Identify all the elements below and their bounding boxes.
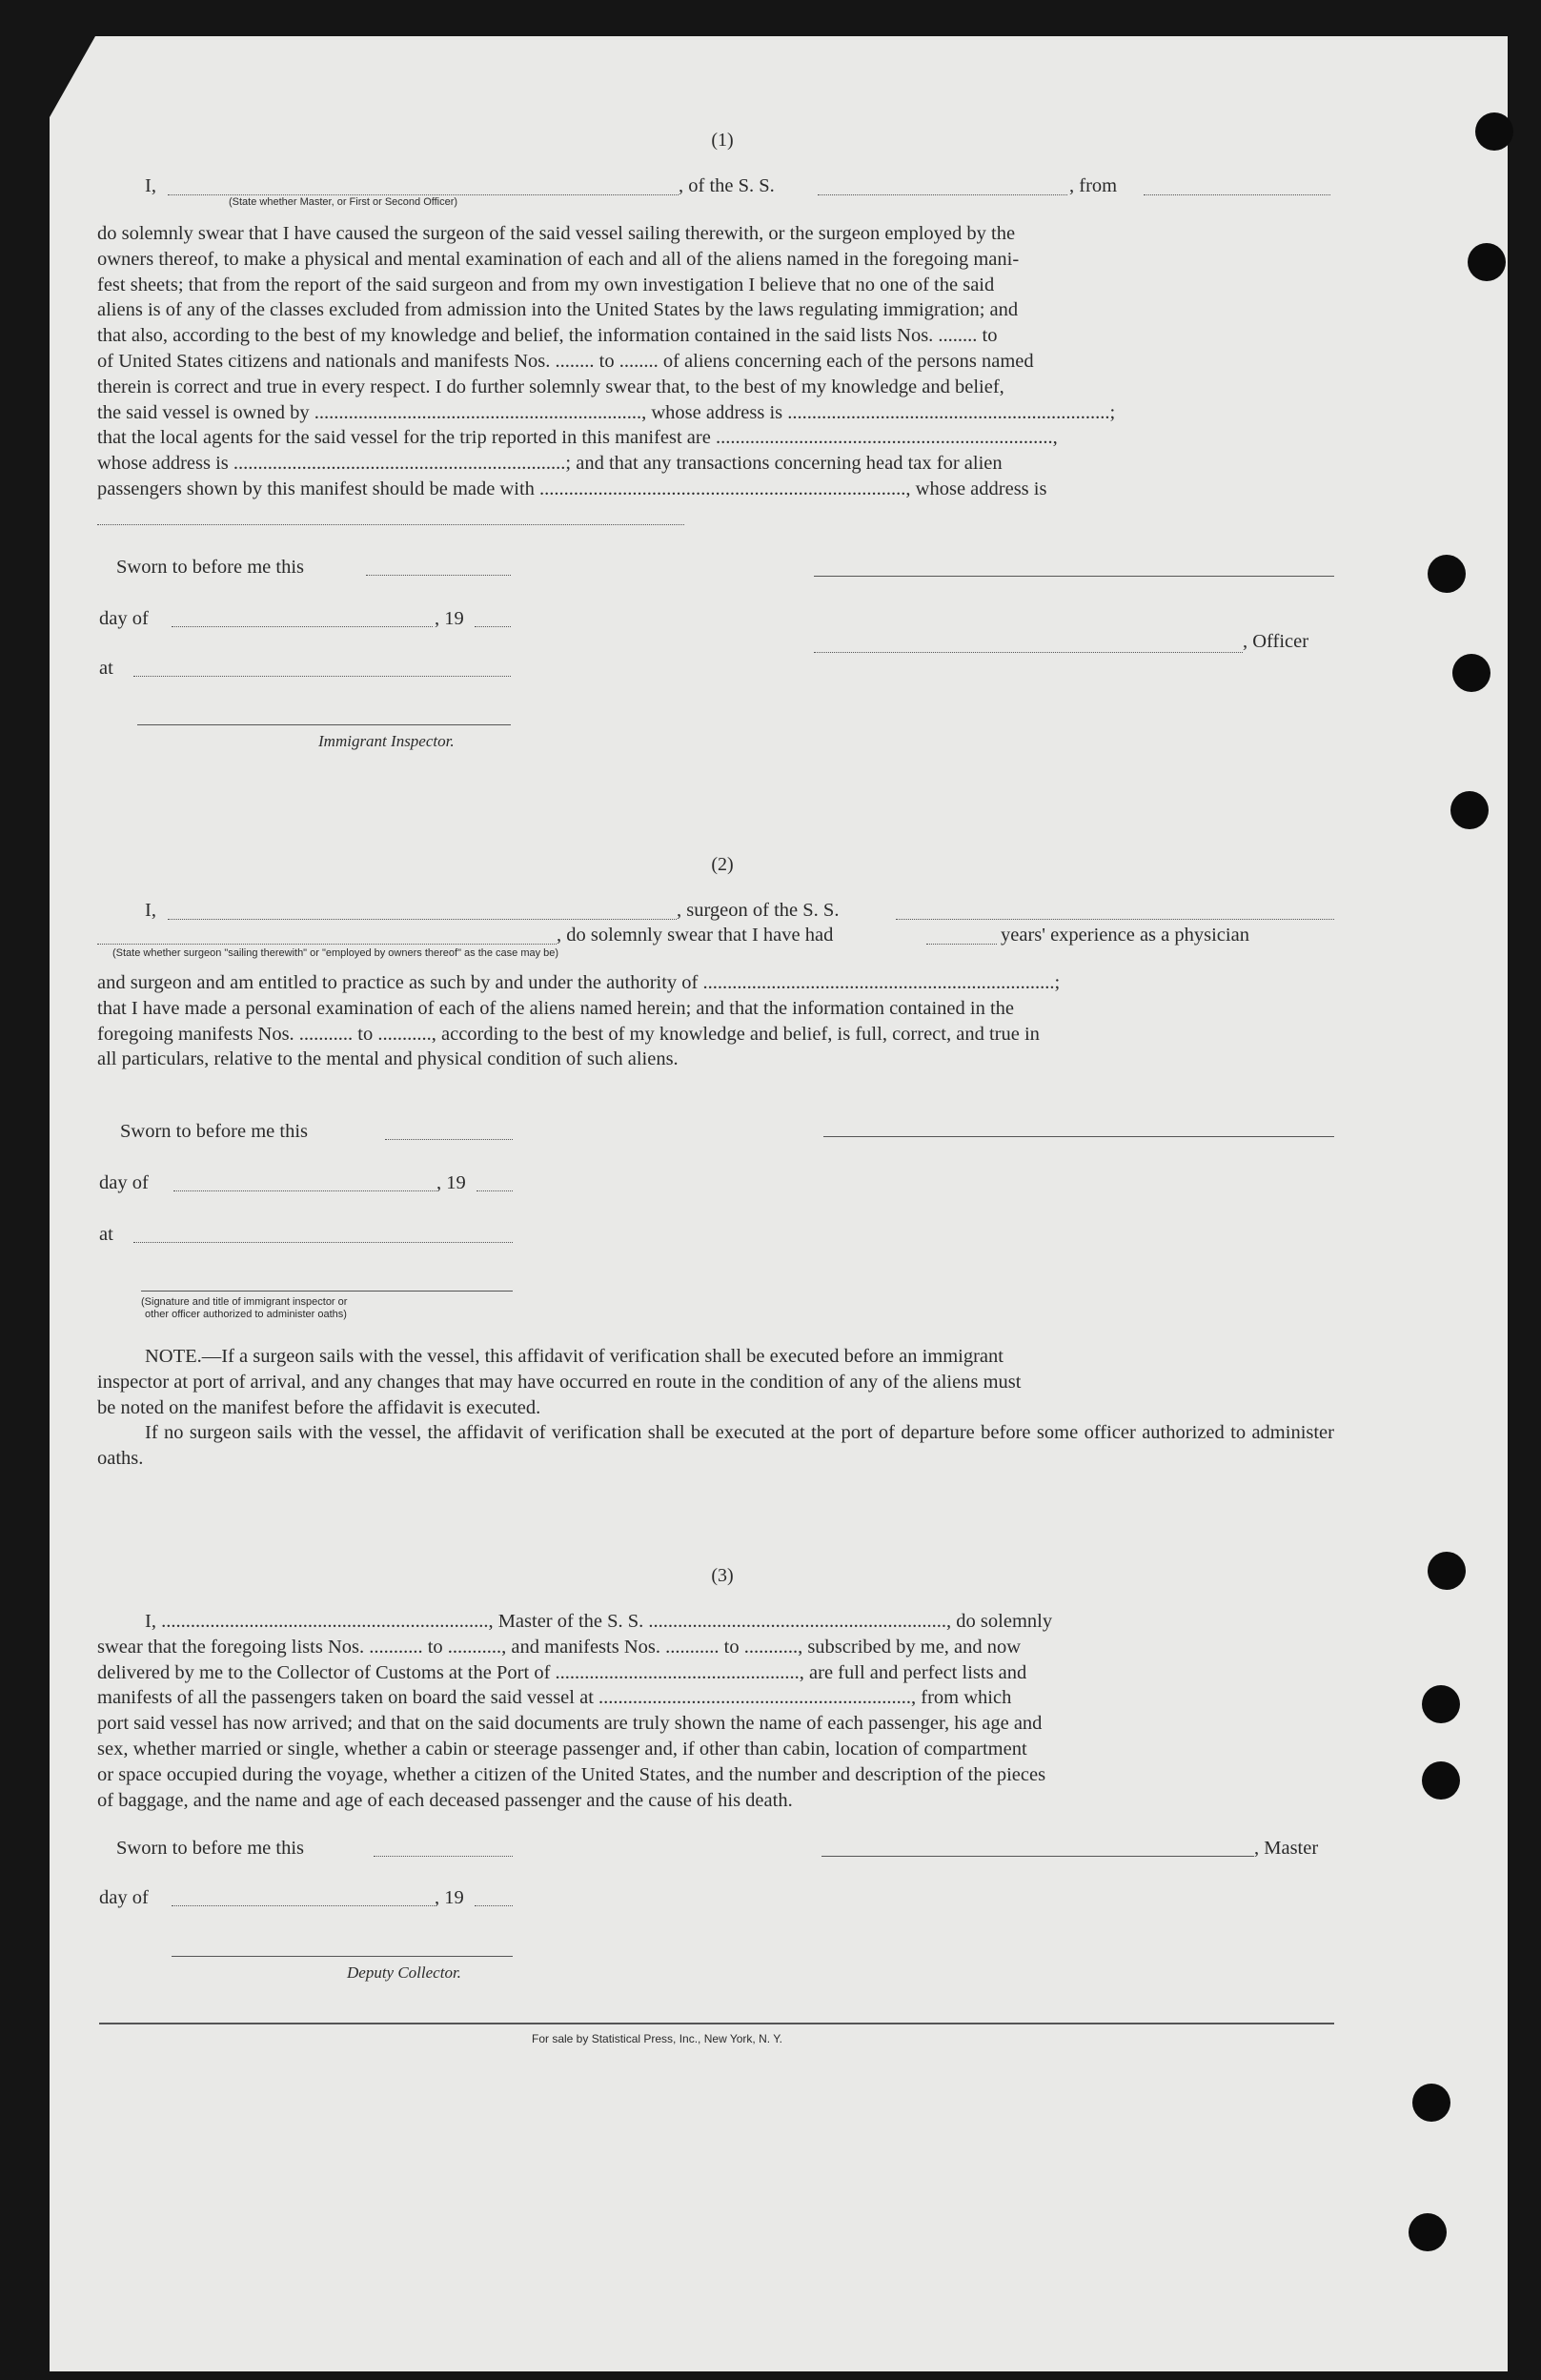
s1-officer-blank <box>168 194 679 195</box>
binder-hole <box>1409 2213 1447 2251</box>
s2-name-blank <box>97 944 557 945</box>
s1-officer-sig-line-1 <box>814 576 1334 577</box>
binder-hole <box>1422 1761 1460 1800</box>
s2-sworn-before-label: Sworn to before me this <box>120 1121 308 1142</box>
s2-day-label: day of <box>99 1172 149 1193</box>
s1-at-blank <box>133 676 511 677</box>
s3-day-label: day of <box>99 1887 149 1908</box>
s3-line: manifests of all the passengers taken on board the said vessel at ................................................................, from which <box>97 1687 1012 1709</box>
s2-surgeon-sig-line <box>823 1136 1334 1137</box>
s3-line: I, ..................................................................., Master of the S. S. ............................................................., do solemnly <box>145 1611 1053 1632</box>
s2-note-line: be noted on the manifest before the affidavit is executed. <box>97 1396 541 1418</box>
s1-sworn-label: Sworn to before me this <box>116 557 304 578</box>
binder-hole <box>1452 654 1490 692</box>
s3-line: port said vessel has now arrived; and that on the said documents are truly shown the name of each passenger, his age and <box>97 1713 1043 1735</box>
section-1-number: (1) <box>711 130 734 151</box>
s2-note-last: If no surgeon sails with the vessel, the affidavit of verification shall be executed at the port of departure before some officer authorized to administer oaths. <box>97 1422 1334 1470</box>
s1-line: whose address is ....................................................................; and that any transactions concerning head tax for alien <box>97 453 1003 475</box>
s2-at-label: at <box>99 1224 113 1245</box>
s2-signature-caption-2: other officer authorized to administer oaths) <box>145 1309 347 1320</box>
s1-officer-caption: (State whether Master, or First or Second Officer) <box>229 196 458 208</box>
s3-master-label: , Master <box>1254 1838 1319 1859</box>
s3-sworn-blank <box>374 1856 513 1857</box>
s1-sworn-blank <box>366 575 511 576</box>
s1-line: fest sheets; that from the report of the said surgeon and from my own investigation I believe that no one of the said <box>97 274 995 295</box>
binder-hole <box>1450 791 1489 829</box>
s3-line: or space occupied during the voyage, whether a citizen of the United States, and the number and description of the pieces <box>97 1763 1046 1785</box>
s3-line: sex, whether married or single, whether a cabin or steerage passenger and, if other than cabin, location of compartment <box>97 1738 1027 1760</box>
s2-years-label: years' experience as a physician <box>1001 925 1249 946</box>
s1-line: the said vessel is owned by ..................................................................., whose address is ..................................................................; <box>97 401 1116 423</box>
s2-year-blank <box>476 1190 513 1191</box>
s2-note-line: NOTE.—If a surgeon sails with the vessel, this affidavit of verification shall be executed before an immigrant <box>145 1346 1004 1367</box>
s1-line: aliens is of any of the classes excluded from admission into the United States by the laws regulating immigration; and <box>97 299 1019 321</box>
footer-rule <box>99 2023 1334 2024</box>
s2-note <box>97 1344 1334 1472</box>
s1-day-label: day of <box>99 608 149 629</box>
binder-hole <box>1475 112 1513 151</box>
s2-line: and surgeon and am entitled to practice as such by and under the authority of ........................................................................; <box>97 972 1061 993</box>
printer-credit: For sale by Statistical Press, Inc., New York, N. Y. <box>532 2032 782 2045</box>
binder-hole <box>1422 1685 1460 1723</box>
s1-year-label: , 19 <box>435 608 464 629</box>
binder-hole <box>1428 555 1466 593</box>
s1-at-label: at <box>99 658 113 679</box>
s1-i-label: I, <box>145 175 156 196</box>
s1-officer-sig-line-2 <box>814 652 1243 653</box>
s2-note-line: inspector at port of arrival, and any changes that may have occurred en route in the condition of any of the aliens must <box>97 1371 1022 1393</box>
binder-hole <box>1428 1552 1466 1590</box>
s1-year-blank <box>475 626 511 627</box>
s1-officer-label: , Officer <box>1243 631 1309 652</box>
s3-collector-line <box>172 1956 513 1957</box>
s2-years-blank <box>926 944 997 945</box>
s2-day-blank <box>173 1190 436 1191</box>
s2-year-label: , 19 <box>436 1172 466 1193</box>
s2-at-blank <box>133 1242 513 1243</box>
s3-line: of baggage, and the name and age of each deceased passenger and the cause of his death. <box>97 1789 793 1811</box>
s1-address-continuation <box>97 524 684 525</box>
s1-inspector-line <box>137 724 511 725</box>
s1-line: of United States citizens and nationals and manifests Nos. ........ to ........ of aliens concerning each of the persons named <box>97 350 1034 372</box>
s2-line: all particulars, relative to the mental and physical condition of such aliens. <box>97 1048 679 1070</box>
s2-ship-blank <box>896 919 1334 920</box>
binder-hole <box>1412 2084 1450 2122</box>
s1-from-blank <box>1144 194 1330 195</box>
s2-surgeon-label: , surgeon of the S. S. <box>677 900 840 921</box>
s2-sworn-label: , do solemnly swear that I have had <box>557 925 834 946</box>
s2-sworn-blank <box>385 1139 513 1140</box>
s3-day-blank <box>172 1905 435 1906</box>
s1-line: do solemnly swear that I have caused the surgeon of the said vessel sailing therewith, or the surgeon employed by the <box>97 223 1016 244</box>
s3-line: swear that the foregoing lists Nos. ........... to ..........., and manifests Nos. ........... to ..........., subscribed by me, and now <box>97 1636 1022 1658</box>
s1-line: owners thereof, to make a physical and mental examination of each and all of the aliens named in the foregoing mani- <box>97 248 1020 270</box>
s1-inspector-caption: Immigrant Inspector. <box>318 732 455 750</box>
s2-surgeon-caption: (State whether surgeon "sailing therewith" or "employed by owners thereof" as the case may be) <box>112 947 559 959</box>
s3-line: delivered by me to the Collector of Customs at the Port of .................................................., are full and perfect lists and <box>97 1661 1027 1683</box>
s1-from-label: , from <box>1069 175 1118 196</box>
s2-surgeon-blank <box>168 919 677 920</box>
s2-paragraph <box>97 970 1334 1072</box>
s2-signature-caption-1: (Signature and title of immigrant inspector or <box>141 1296 348 1308</box>
s3-master-line <box>821 1856 1254 1857</box>
s1-line: that also, according to the best of my knowledge and belief, the information contained in the said lists Nos. ........ to <box>97 325 998 347</box>
binder-hole <box>1468 243 1506 281</box>
s1-paragraph <box>97 221 1334 502</box>
s1-line: passengers shown by this manifest should be made with ..........................................................................., whose address is <box>97 478 1047 499</box>
section-2-number: (2) <box>711 854 734 875</box>
s1-line: that the local agents for the said vessel for the trip reported in this manifest are ....................................................................., <box>97 427 1058 449</box>
s3-paragraph <box>97 1609 1334 1813</box>
s2-i-label: I, <box>145 900 156 921</box>
s2-line: foregoing manifests Nos. ........... to ..........., according to the best of my knowledge and belief, is full, correct, and true in <box>97 1023 1040 1045</box>
s1-day-blank <box>172 626 433 627</box>
s3-year-blank <box>475 1905 513 1906</box>
s1-line: therein is correct and true in every respect. I do further solemnly swear that, to the best of my knowledge and belief, <box>97 376 1004 397</box>
s3-sworn-label: Sworn to before me this <box>116 1838 304 1859</box>
s2-signature-line <box>141 1291 513 1292</box>
s2-line: that I have made a personal examination of each of the aliens named herein; and that the information contained in the <box>97 997 1014 1019</box>
s1-ship-blank <box>818 194 1067 195</box>
s3-collector-caption: Deputy Collector. <box>347 1963 461 1982</box>
s3-year-label: , 19 <box>435 1887 464 1908</box>
s1-ship-label: , of the S. S. <box>679 175 775 196</box>
section-3-number: (3) <box>711 1565 734 1586</box>
